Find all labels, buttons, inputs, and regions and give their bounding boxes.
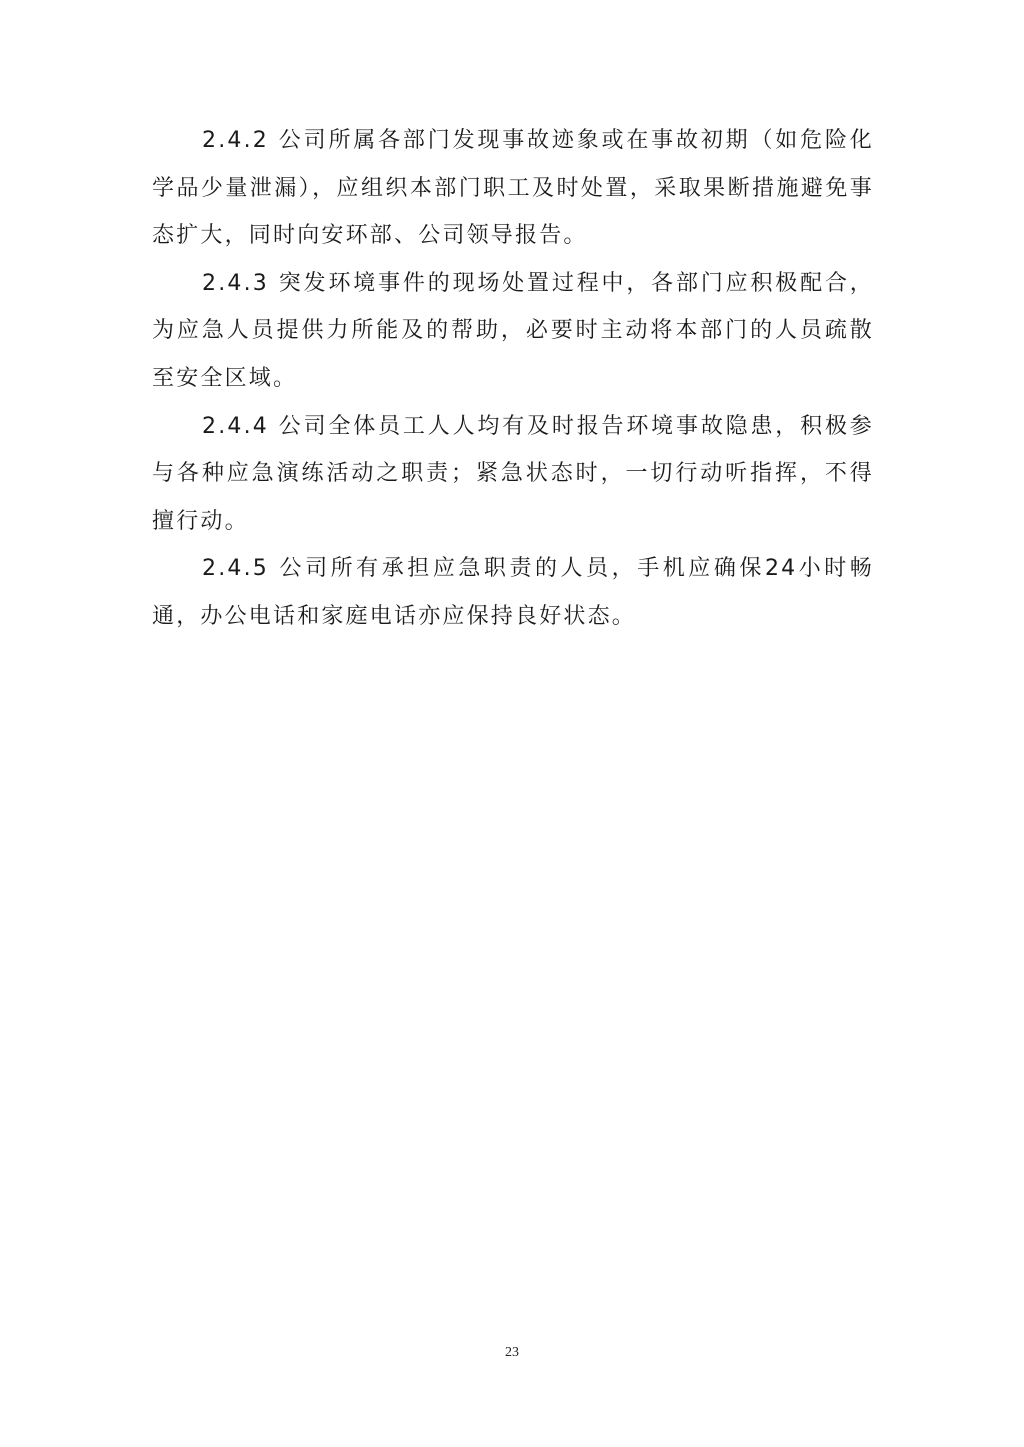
page-number: 23: [505, 1345, 519, 1360]
paragraph-2-4-4: 2.4.4 公司全体员工人人均有及时报告环境事故隐患，积极参与各种应急演练活动之职责；紧急状态时，一切行动听指挥，不得擅行动。: [152, 413, 874, 534]
document-body: [152, 117, 874, 641]
paragraph-2-4-2: 2.4.2 公司所属各部门发现事故迹象或在事故初期（如危险化学品少量泄漏），应组织本部门职工及时处置，采取果断措施避免事态扩大，同时向安环部、公司领导报告。: [152, 128, 874, 249]
paragraph-2-4-5: 2.4.5 公司所有承担应急职责的人员，手机应确保24小时畅通，办公电话和家庭电话亦应保持良好状态。: [152, 556, 874, 629]
paragraph-2-4-3: 2.4.3 突发环境事件的现场处置过程中，各部门应积极配合，为应急人员提供力所能及的帮助，必要时主动将本部门的人员疏散至安全区域。: [152, 270, 874, 391]
